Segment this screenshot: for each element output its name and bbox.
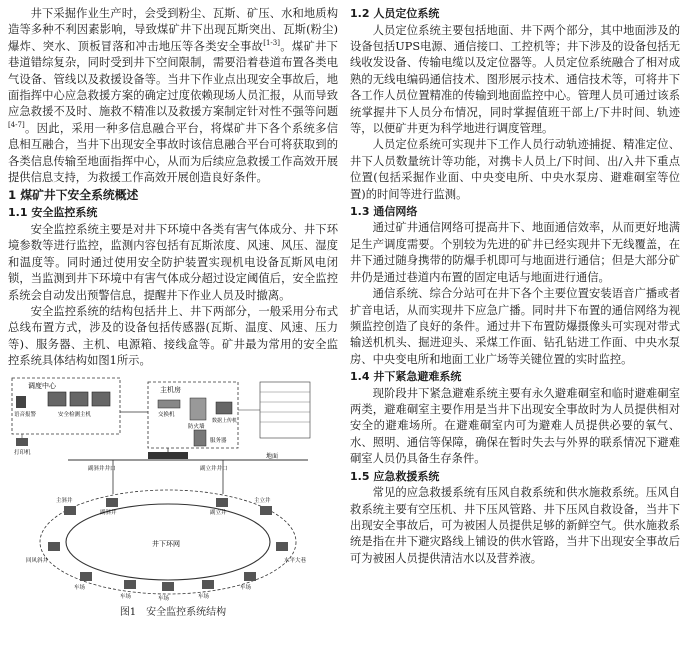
subsection-heading-1-3: 1.3 通信网络 [350,204,418,218]
svg-text:副立井: 副立井 [210,509,227,516]
server-icon [194,430,206,446]
paragraph: 通信系统、综合分站可在井下各个主要位置安装语音广播或者扩音电话，从而实现井下应急广播。同时井下布置的通信网络为视频监控创造了良好的条件。通过井下布置防爆摄像头可实现对带式输送机机头、掘进迎头、采煤工作面、钻孔钻进工作面、中央水泵房、中央变电所和地面工业广场等关键位置的实时监控。 [350,287,680,366]
label-server: 服务器 [210,437,227,444]
svg-text:车场: 车场 [120,593,132,600]
substation-node [124,580,136,589]
substation-node [202,580,214,589]
label-monitor-host: 安全检测主机 [58,411,92,418]
substation-node [80,572,92,581]
label-printer: 打印机 [14,449,31,456]
label-underground-ring: 井下环网 [152,539,180,548]
substation-node [64,506,76,515]
paragraph: 安全监控系统主要是对井下环境中各类有害气体成分、井下环境参数等进行监控，监测内容包括有瓦斯浓度、风速、风压、湿度和温度等。同时通过使用安全防护装置实现机电设备瓦斯风电闭锁，当监测到井下环境中有害气体成分超过设定阈值后，安全监控系统会自动发出预警信息，提醒井下作业人员及时撤离。 [8,222,338,302]
figure-caption: 图1 安全监控系统结构 [119,606,227,618]
intro-paragraph: 井下采掘作业生产时，会受到粉尘、瓦斯、矿压、水和地质构造等多种不利因素影响，导致煤矿井下出现瓦斯突出、瓦斯(粉尘)爆炸、突水、顶板冒落和冲击地压等各类安全事故[1-3]。煤矿井下巷道错综复杂，同时受到井下空间限制，需要沿着巷道布置各类电气设备、管线以及救援设备等。当井下作业点出现安全事故后，地面指挥中心应急救援方案的确定过度依赖现场人员汇报，从而导致应急救援不及时、施救不精准以及救援方案制定针对性不强等问题[4-7]。因此，采用一种多信息融合平台，将煤矿井下各个系统多信息相互融合，当井下出现安全事故时该信息融合平台可将获取到的各类信息传输至地面指挥中心，从而为后续应急救援工作高效开展提供信息支持，为救援工作高效开展创造良好条件。 [8,7,338,185]
svg-text:车场: 车场 [240,584,252,591]
paragraph: 人员定位系统主要包括地面、井下两个部分，其中地面涉及的设备包括UPS电源、通信接口、工控机等；井下涉及的设备包括无线收发设备、传输电缆以及定位器等。人员定位系统融合了相对成熟的无线电编码通信技术、图形展示技术、通信技术等，可将井下各工作人员位置精准的传输到地面监控中心。管理人员可通过该系统掌握井下人员分布情况，同时掌握值班干部上/下井时间、轨迹等，以便矿井更为科学地进行调度管理。 [350,23,680,135]
citation: [4-7] [8,121,25,130]
label-ground: 地面 [266,452,279,460]
svg-text:主斜井: 主斜井 [56,497,73,504]
label-switch: 交换机 [158,411,175,418]
printer-icon [16,438,28,446]
svg-text:车场: 车场 [198,593,210,600]
subsection-heading-1-1: 1.1 安全监控系统 [8,206,98,220]
substation-node [260,506,272,515]
svg-text:副斜井: 副斜井 [100,509,117,516]
paragraph: 通过矿井通信网络可提高井下、地面通信效率，从而更好地满足生产调度需要。个别较为先进的矿井已经实现井下无线覆盖，在井下通过随身携带的防爆手机即可与地面进行通信；但是大部分矿井仍是通过巷道内布置的固定电话与地面进行通信。 [350,221,680,284]
label-main-room: 主机房 [160,385,181,394]
subsection-heading-1-2: 1.2 人员定位系统 [350,7,440,20]
label-firewall: 防火墙 [188,423,205,430]
subsection-heading-1-4: 1.4 井下紧急避难系统 [350,370,462,384]
label-shaft-right: 副立井井口 [200,465,228,472]
figure-1 [8,372,338,604]
section-heading-1: 1 煤矿井下安全系统概述 [8,188,139,203]
svg-text:车场: 车场 [74,584,86,591]
label-dispatch-center: 调度中心 [28,381,56,390]
svg-text:主立井: 主立井 [254,497,271,504]
paragraph: 现阶段井下紧急避难系统主要有永久避难硐室和临时避难硐室两类，避难硐室主要作用是当井下出现安全事故时为人员提供相对安全的避难场所。在避难硐室内可为避难人员提供必要的氧气、水、照明、通信等保障，确保在暂时失去与外界的联系情况下避难硐室人员仍具备生存条件。 [350,386,680,466]
label-voice-alarm: 语音报警 [14,411,37,418]
paragraph: 安全监控系统的结构包括井上、井下两部分，一般采用分布式总线布置方式，涉及的设备包括传感器(瓦斯、温度、风速、压力等)、服务器、主机、电源箱、接线盒等。矿井最为常用的安全监控系统具体结构如图1所示。 [8,305,338,368]
paragraph: 人员定位系统可实现井下工作人员行动轨迹捕捉、精准定位、井下人员数量统计等功能，对携卡人员上/下时间、出/入井下重点位置(包括采掘作业面、中央变电所、中央水泵房、避难硐室等位置)的时间等进行监测。 [350,138,680,201]
substation-node [106,498,118,507]
surface-station-icon [148,452,188,459]
subsection-heading-1-5: 1.5 应急救援系统 [350,469,440,483]
substation-node [162,582,174,591]
switch-icon [158,400,180,408]
citation: [1-3] [263,39,280,48]
left-column [8,6,338,620]
paragraph: 常见的应急救援系统有压风自救系统和供水施救系统。压风自救系统主要有空压机、井下压风管路、井下压风自救设备，当井下出现安全事故后，可为被困人员提供足够的新鲜空气。供水施救系统是指在井下避灾路线上铺设的供水管路，当井下出现安全事故后可为被困人员提供清洁水以及营养液。 [350,486,680,565]
monitor-icon [48,392,66,406]
monitoring-system-diagram [8,372,338,604]
monitor-icon [92,392,110,406]
monitor-icon [70,392,88,406]
substation-node [216,498,228,507]
substation-node [244,572,256,581]
label-db-host: 数据上传机 [212,417,238,424]
speaker-icon [16,396,26,408]
firewall-icon [190,398,206,420]
computer-icon [216,402,232,414]
svg-text:车场: 车场 [158,595,170,602]
label-shaft-left: 副斜井井口 [88,465,116,472]
substation-node [276,542,288,551]
right-column [350,6,680,567]
svg-text:水平大巷: 水平大巷 [284,557,307,564]
substation-node [48,542,60,551]
svg-text:回风斜井: 回风斜井 [26,557,49,564]
